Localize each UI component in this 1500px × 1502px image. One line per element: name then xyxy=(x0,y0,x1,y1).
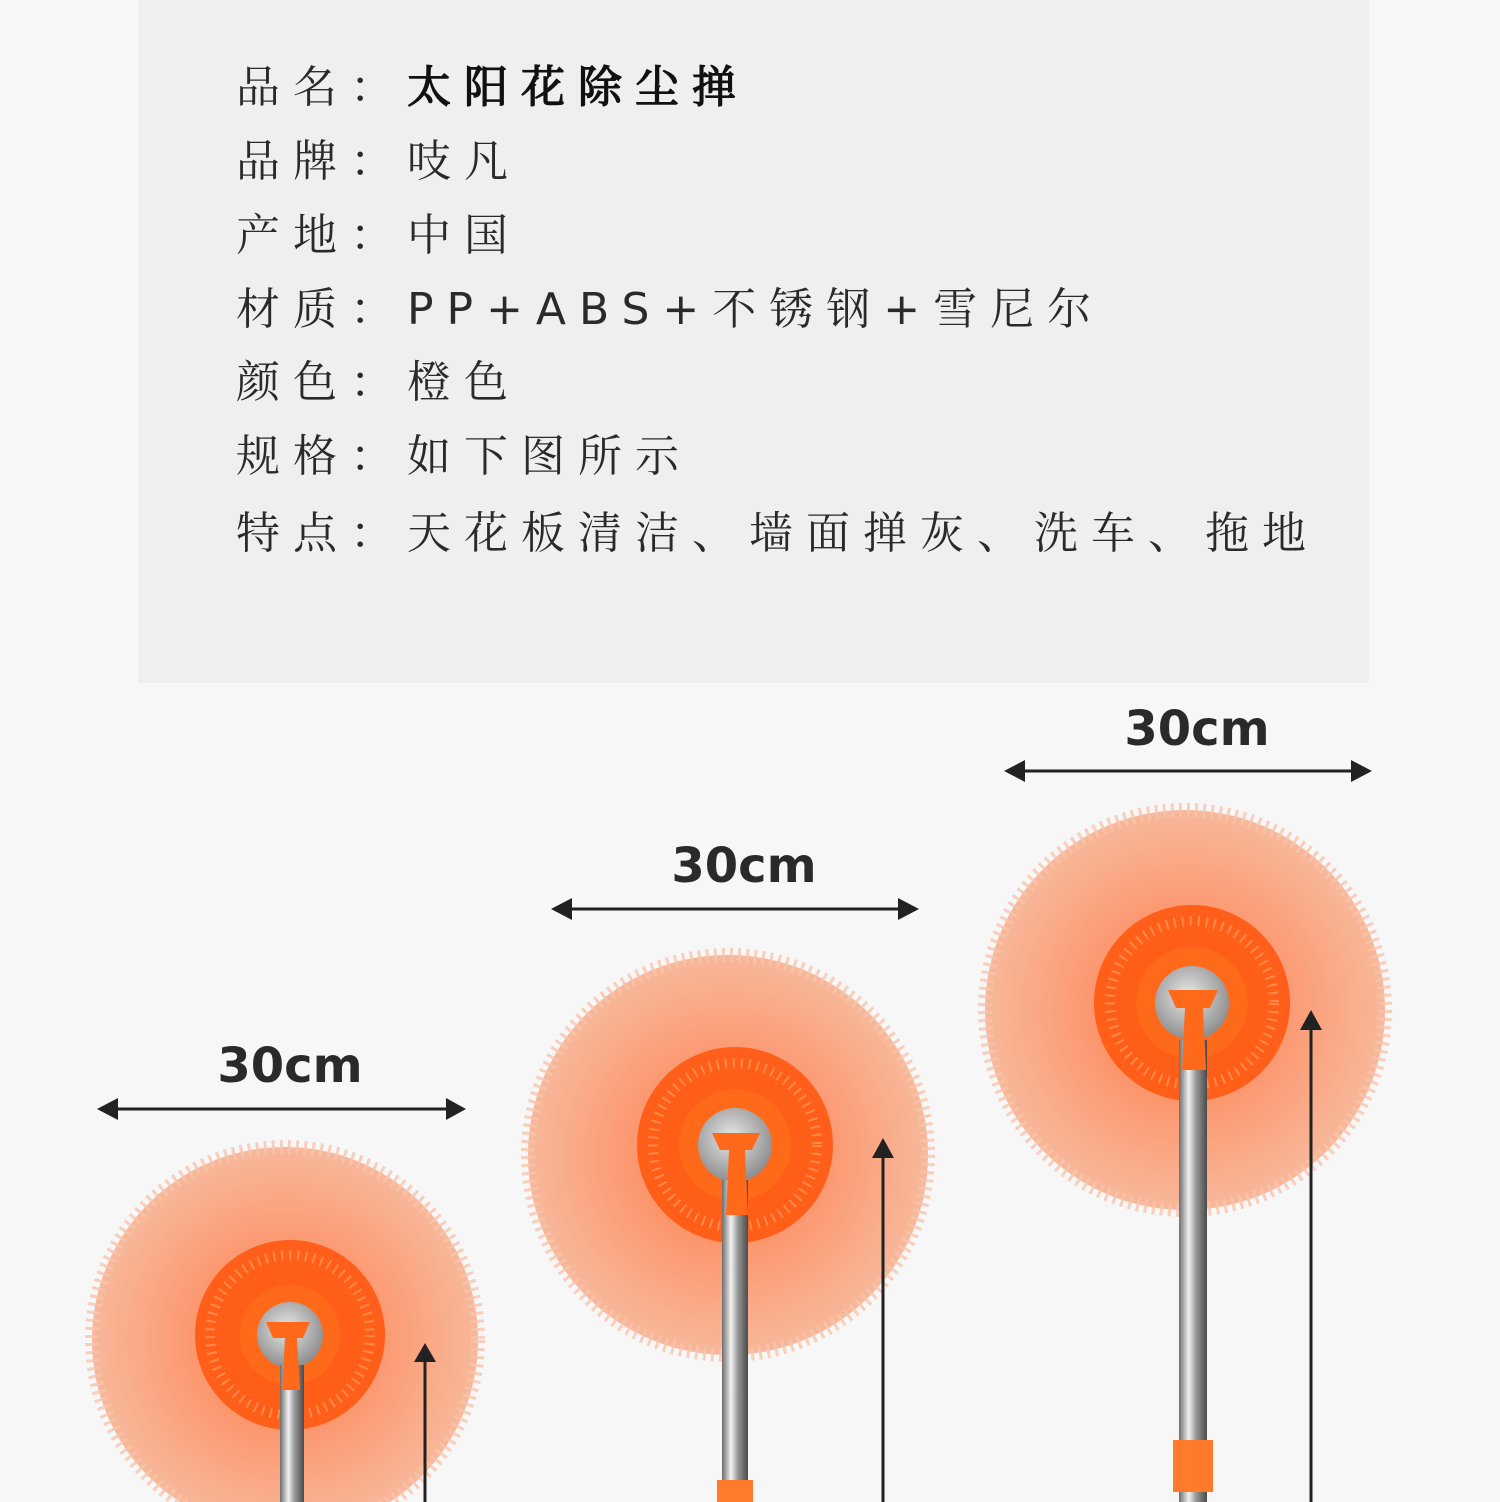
size-label-small: 30cm xyxy=(217,1038,363,1094)
duster-medium xyxy=(528,898,928,1502)
spec-value: 橙色 xyxy=(407,357,521,408)
arrow-head-left xyxy=(551,898,572,920)
spec-label: 特点： xyxy=(236,508,407,559)
spec-value: 天花板清洁、墙面掸灰、洗车、拖地 xyxy=(407,508,1319,559)
arrow-head-left xyxy=(1004,760,1025,782)
spec-label: 颜色： xyxy=(236,357,407,408)
arrow-head-right xyxy=(1351,760,1372,782)
pole xyxy=(722,1180,748,1502)
spec-value: 中国 xyxy=(407,210,521,261)
size-label-large: 30cm xyxy=(1124,701,1270,757)
arrow-head-left xyxy=(97,1098,118,1120)
duster-small xyxy=(92,1098,478,1502)
spec-label: 材质： xyxy=(236,284,407,335)
pole xyxy=(1179,1040,1207,1502)
duster-large xyxy=(985,760,1385,1502)
arrow-head-right xyxy=(446,1098,466,1120)
arrow-head-right xyxy=(898,898,919,920)
spec-value: PP+ABS+不锈钢+雪尼尔 xyxy=(407,284,1105,335)
spec-label: 品牌： xyxy=(236,136,407,187)
spec-label: 产地： xyxy=(236,210,407,261)
size-label-medium: 30cm xyxy=(671,838,817,894)
spec-value: 太阳花除尘掸 xyxy=(407,62,749,113)
spec-value: 如下图所示 xyxy=(407,431,692,482)
spec-value: 吱凡 xyxy=(407,136,521,187)
spec-label: 规格： xyxy=(236,431,407,482)
spec-label: 品名： xyxy=(236,62,407,113)
